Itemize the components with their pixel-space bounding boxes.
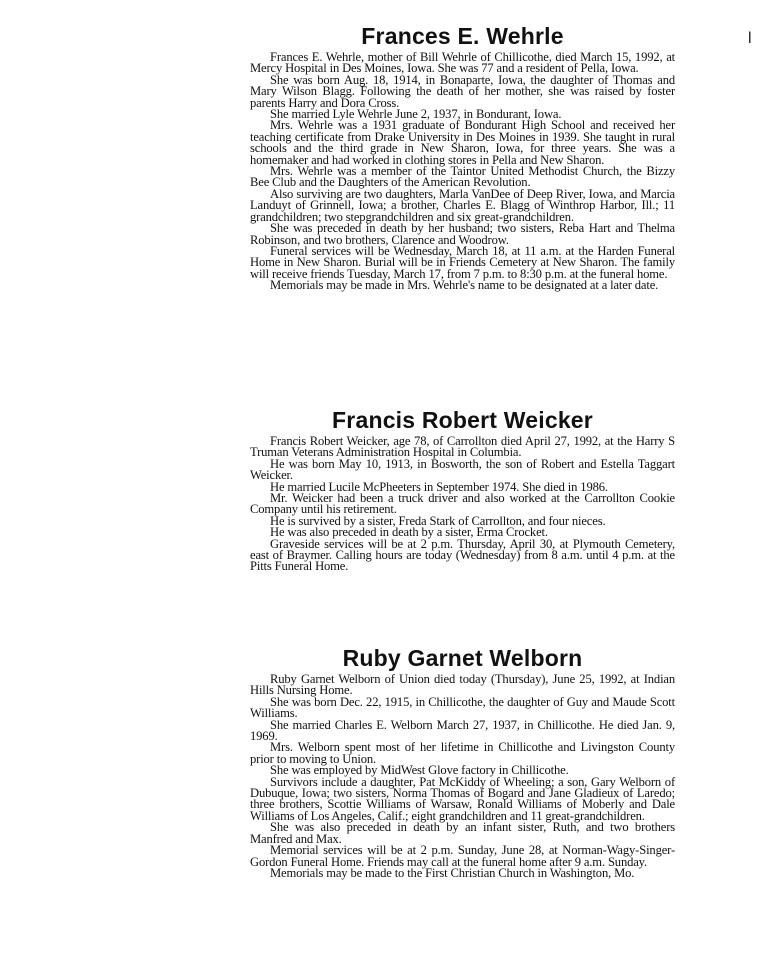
- obituary-paragraph: She was employed by MidWest Glove factory in Chillicothe.: [270, 763, 569, 778]
- obituary-wehrle: [250, 22, 675, 292]
- obituary-paragraph: Mrs. Wehrle was a member of the Taintor United Methodist Church, the Bizzy Bee Club and the Daughters of the American Revolution.: [250, 164, 675, 190]
- obituary-heading: Frances E. Wehrle: [361, 23, 564, 49]
- obituary-paragraph: Memorials may be made in Mrs. Wehrle's name to be designated at a later date.: [270, 278, 659, 293]
- obituary-weicker: [250, 406, 675, 573]
- obituary-paragraph: Memorials may be made to the First Christian Church in Washington, Mo.: [270, 865, 635, 880]
- obituary-heading: Francis Robert Weicker: [332, 407, 593, 433]
- obituary-paragraph: She was born Dec. 22, 1915, in Chillicothe, the daughter of Guy and Maude Scott Williams.: [250, 694, 675, 721]
- obituary-paragraph: She was preceded in death by her husband; two sisters, Reba Hart and Thelma Robinson, and two brothers, Clarence and Woodrow.: [250, 221, 675, 247]
- obituary-welborn: [250, 644, 675, 879]
- obituary-paragraph: He married Lucile McPheeters in September 1974. She died in 1986.: [270, 479, 608, 494]
- obituary-paragraph: Also surviving are two daughters, Marla VanDee of Deep River, Iowa, and Marcia Landuyt of Grinnell, Iowa; a brother, Charles E. Blagg of Winthrop Harbor, Ill.; 11 grandchildren; two stepgrandchildren and six great-grandchildren.: [250, 186, 675, 224]
- margin-pencil-mark: l: [748, 30, 752, 47]
- obituary-paragraph: Frances E. Wehrle, mother of Bill Wehrle of Chillicothe, died March 15, 1992, at Mercy Hospital in Des Moines, Iowa. She was 77 and a resident of Pella, Iowa.: [250, 50, 675, 76]
- obituary-paragraph: Graveside services will be at 2 p.m. Thursday, April 30, at Plymouth Cemetery, east of Braymer. Calling hours are today (Wednesday) from 8 a.m. until 4 p.m. at the Pitts Funeral Home.: [250, 536, 675, 574]
- obituary-paragraph: Mrs. Welborn spent most of her lifetime in Chillicothe and Livingston County prior to moving to Union.: [250, 740, 675, 766]
- obituary-paragraph: Funeral services will be Wednesday, March 18, at 11 a.m. at the Harden Funeral Home in New Sharon. Burial will be in Friends Cemetery at New Sharon. The family will receive friends Tuesday, March 17, from 7 p.m. to 8:30 p.m. at the funeral home.: [250, 243, 675, 281]
- obituary-paragraph: She was born Aug. 18, 1914, in Bonaparte, Iowa, the daughter of Thomas and Mary Wilson Blagg. Following the death of her mother, she was raised by foster parents Harry and Dora Cross.: [250, 72, 675, 110]
- obituary-paragraph: He is survived by a sister, Freda Stark of Carrollton, and four nieces.: [270, 513, 606, 528]
- obituary-paragraph: Memorial services will be at 2 p.m. Sunday, June 28, at Norman-Wagy-Singer-Gordon Funeral Home. Friends may call at the funeral home after 9 a.m. Sunday.: [250, 843, 675, 869]
- obituary-paragraph: She married Lyle Wehrle June 2, 1937, in Bondurant, Iowa.: [270, 107, 562, 122]
- obituary-paragraph: He was also preceded in death by a sister, Erma Crocket.: [270, 525, 548, 540]
- obituary-heading: Ruby Garnet Welborn: [342, 645, 583, 671]
- obituary-paragraph: She was also preceded in death by an infant sister, Ruth, and two brothers Manfred and Max.: [250, 820, 675, 846]
- obituary-paragraph: Mr. Weicker had been a truck driver and also worked at the Carrollton Cookie Company until his retirement.: [250, 491, 675, 517]
- obituary-paragraph: He was born May 10, 1913, in Bosworth, the son of Robert and Estella Taggart Weicker.: [250, 456, 675, 483]
- obituary-paragraph: Ruby Garnet Welborn of Union died today (Thursday), June 25, 1992, at Indian Hills Nursing Home.: [250, 672, 675, 698]
- obituary-paragraph: Francis Robert Weicker, age 78, of Carrollton died April 27, 1992, at the Harry S Truman Veterans Administration Hospital in Columbia.: [250, 434, 675, 460]
- obituary-paragraph: She married Charles E. Welborn March 27, 1937, in Chillicothe. He died Jan. 9, 1969.: [250, 717, 675, 744]
- obituary-paragraph: Mrs. Wehrle was a 1931 graduate of Bondurant High School and received her teaching certificate from Drake University in Des Moines in 1939. She taught in rural schools and the third grade in New Sharon, Iowa, for three years. She was a homemaker and had worked in clothing stores in Pella and New Sharon.: [250, 118, 675, 167]
- obituary-paragraph: Survivors include a daughter, Pat McKiddy of Wheeling; a son, Gary Welborn of Dubuque, Iowa; two sisters, Norma Thomas of Bogard and Jane Gladieux of Laredo; three brothers, Scottie Williams of Warsaw, Ronald Williams of Moberly and Dale Williams of Los Angeles, Calif.; eight grandchildren and 11 great-grandchildren.: [250, 774, 675, 823]
